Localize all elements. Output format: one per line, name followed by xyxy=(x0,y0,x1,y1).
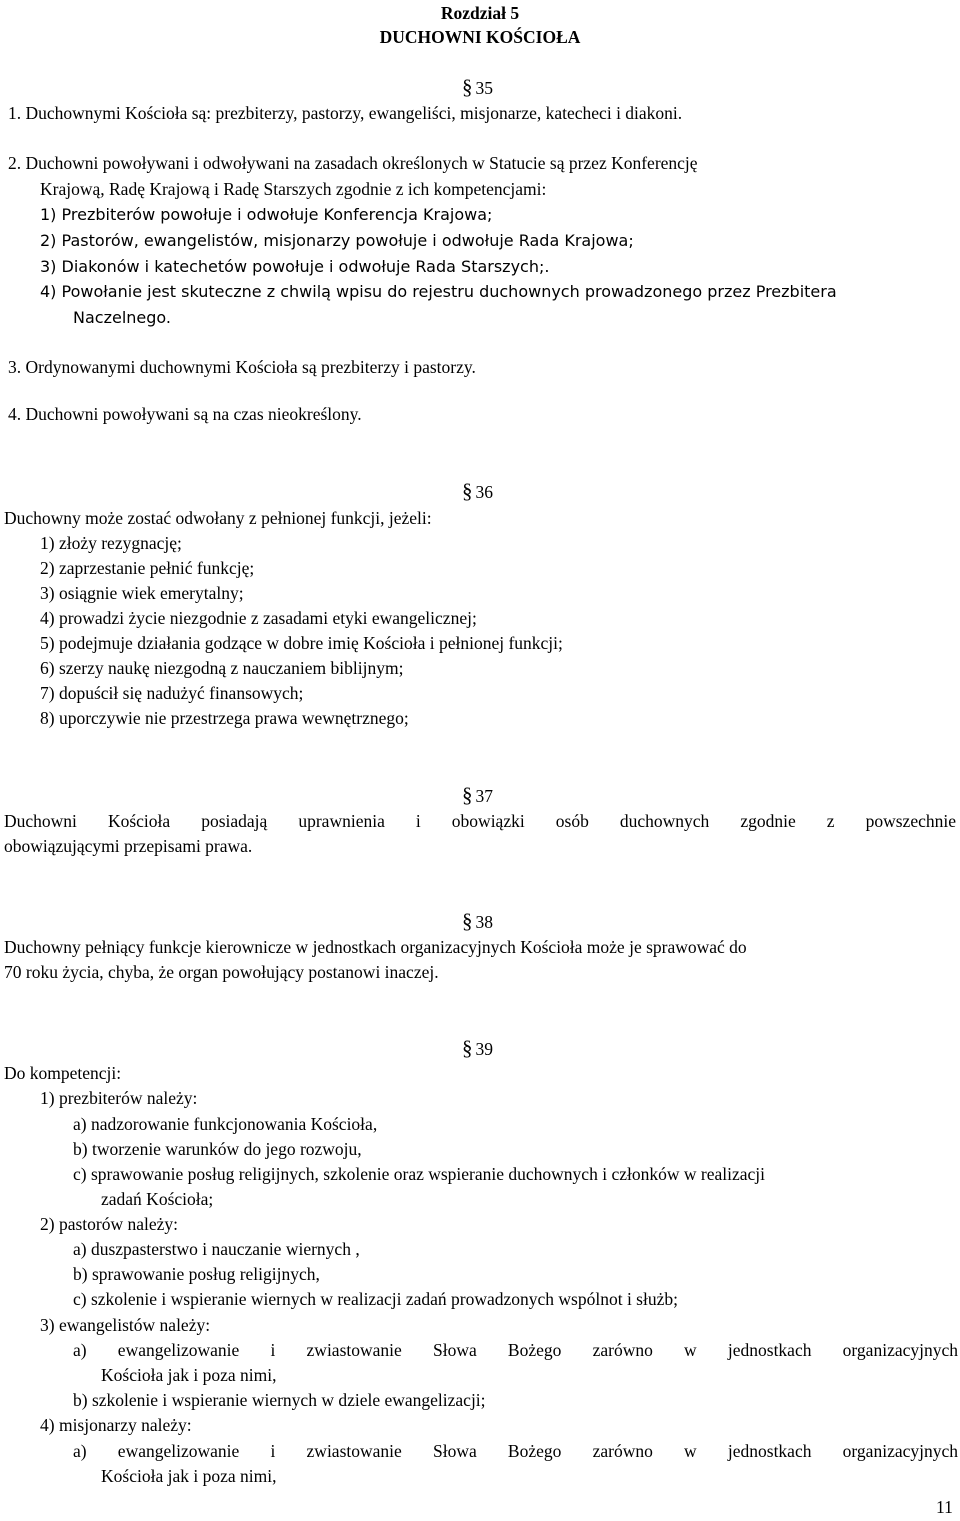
section-39-heading xyxy=(462,1037,493,1060)
s35-item-3: 3) Diakonów i katechetów powołuje i odwołuje Rada Starszych;. xyxy=(40,257,550,276)
s35-paragraph-3: 3. Ordynowanymi duchownymi Kościoła są prezbiterzy i pastorzy. xyxy=(8,357,476,377)
section-symbol: § xyxy=(462,75,473,99)
s39-group-1-c-line-1: c) sprawowanie posług religijnych, szkolenie oraz wspieranie duchownych i członków w realizacji xyxy=(73,1164,765,1184)
section-35-heading xyxy=(462,76,493,99)
section-symbol: § xyxy=(462,479,473,503)
s37-text-line-1: Duchowni Kościoła posiadają uprawnienia i obowiązki osób duchownych zgodnie z powszechnie xyxy=(4,811,956,831)
chapter-title: Rozdział 5 xyxy=(440,3,520,23)
section-38-heading xyxy=(462,910,493,933)
s39-group-3-b: b) szkolenie i wspieranie wiernych w dziele ewangelizacji; xyxy=(73,1390,486,1410)
section-symbol: § xyxy=(462,1036,473,1060)
s37-text-line-2: obowiązującymi przepisami prawa. xyxy=(4,836,253,856)
s36-item-4: 4) prowadzi życie niezgodnie z zasadami etyki ewangelicznej; xyxy=(40,608,477,628)
s39-group-2-b: b) sprawowanie posług religijnych, xyxy=(73,1264,320,1284)
s39-group-3-a-line-1: a) ewangelizowanie i zwiastowanie Słowa Bożego zarówno w jednostkach organizacyjnych xyxy=(73,1340,958,1360)
s36-item-8: 8) uporczywie nie przestrzega prawa wewnętrznego; xyxy=(40,708,409,728)
s39-group-1: 1) prezbiterów należy: xyxy=(40,1088,198,1108)
s35-item-4: 4) Powołanie jest skuteczne z chwilą wpisu do rejestru duchownych prowadzonego przez Prezbitera xyxy=(40,282,837,301)
s35-paragraph-4: 4. Duchowni powoływani są na czas nieokreślony. xyxy=(8,404,362,424)
s39-group-1-a: a) nadzorowanie funkcjonowania Kościoła, xyxy=(73,1114,378,1134)
s39-group-4-a-line-2: Kościoła jak i poza nimi, xyxy=(101,1466,277,1486)
s36-item-6: 6) szerzy naukę niezgodną z nauczaniem biblijnym; xyxy=(40,658,404,678)
s39-group-3: 3) ewangelistów należy: xyxy=(40,1315,211,1335)
s35-paragraph-1: 1. Duchownymi Kościoła są: prezbiterzy, pastorzy, ewangeliści, misjonarze, katecheci i diakoni. xyxy=(8,103,683,123)
s35-item-1: 1) Prezbiterów powołuje i odwołuje Konferencja Krajowa; xyxy=(40,205,493,224)
s39-intro: Do kompetencji: xyxy=(4,1063,122,1083)
s39-group-4: 4) misjonarzy należy: xyxy=(40,1415,192,1435)
s36-item-5: 5) podejmuje działania godzące w dobre imię Kościoła i pełnionej funkcji; xyxy=(40,633,563,653)
section-symbol: § xyxy=(462,783,473,807)
s36-item-7: 7) dopuścił się nadużyć finansowych; xyxy=(40,683,304,703)
s35-paragraph-2-line-2: Krajową, Radę Krajową i Radę Starszych zgodnie z ich kompetencjami: xyxy=(40,179,547,199)
s35-item-2: 2) Pastorów, ewangelistów, misjonarzy powołuje i odwołuje Rada Krajowa; xyxy=(40,231,634,250)
s38-text-line-1: Duchowny pełniący funkcje kierownicze w jednostkach organizacyjnych Kościoła może je sprawować do xyxy=(4,937,747,957)
s39-group-2-a: a) duszpasterstwo i nauczanie wiernych , xyxy=(73,1239,360,1259)
chapter-subtitle: DUCHOWNI KOŚCIOŁA xyxy=(379,27,581,47)
s39-group-3-a-line-2: Kościoła jak i poza nimi, xyxy=(101,1365,277,1385)
section-symbol: § xyxy=(462,909,473,933)
section-number: 35 xyxy=(475,78,493,98)
page-number: 11 xyxy=(936,1497,953,1517)
s36-item-3: 3) osiągnie wiek emerytalny; xyxy=(40,583,244,603)
s39-group-2-c: c) szkolenie i wspieranie wiernych w realizacji zadań prowadzonych wspólnot i służb; xyxy=(73,1289,678,1309)
section-36-heading xyxy=(462,480,493,503)
s36-intro: Duchowny może zostać odwołany z pełnionej funkcji, jeżeli: xyxy=(4,508,432,528)
section-number: 38 xyxy=(475,912,493,932)
s38-text-line-2: 70 roku życia, chyba, że organ powołujący postanowi inaczej. xyxy=(4,962,439,982)
section-number: 37 xyxy=(475,786,493,806)
s36-item-1: 1) złoży rezygnację; xyxy=(40,533,182,553)
s39-group-4-a-line-1: a) ewangelizowanie i zwiastowanie Słowa Bożego zarówno w jednostkach organizacyjnych xyxy=(73,1441,958,1461)
s35-paragraph-2-line-1: 2. Duchowni powoływani i odwoływani na zasadach określonych w Statucie są przez Konferencję xyxy=(8,153,698,173)
section-37-heading xyxy=(462,784,493,807)
s36-item-2: 2) zaprzestanie pełnić funkcję; xyxy=(40,558,255,578)
s39-group-1-c-line-2: zadań Kościoła; xyxy=(101,1189,214,1209)
section-number: 39 xyxy=(475,1039,493,1059)
s35-item-4-continuation: Naczelnego. xyxy=(73,308,171,327)
s39-group-2: 2) pastorów należy: xyxy=(40,1214,179,1234)
section-number: 36 xyxy=(475,482,493,502)
s39-group-1-b: b) tworzenie warunków do jego rozwoju, xyxy=(73,1139,362,1159)
